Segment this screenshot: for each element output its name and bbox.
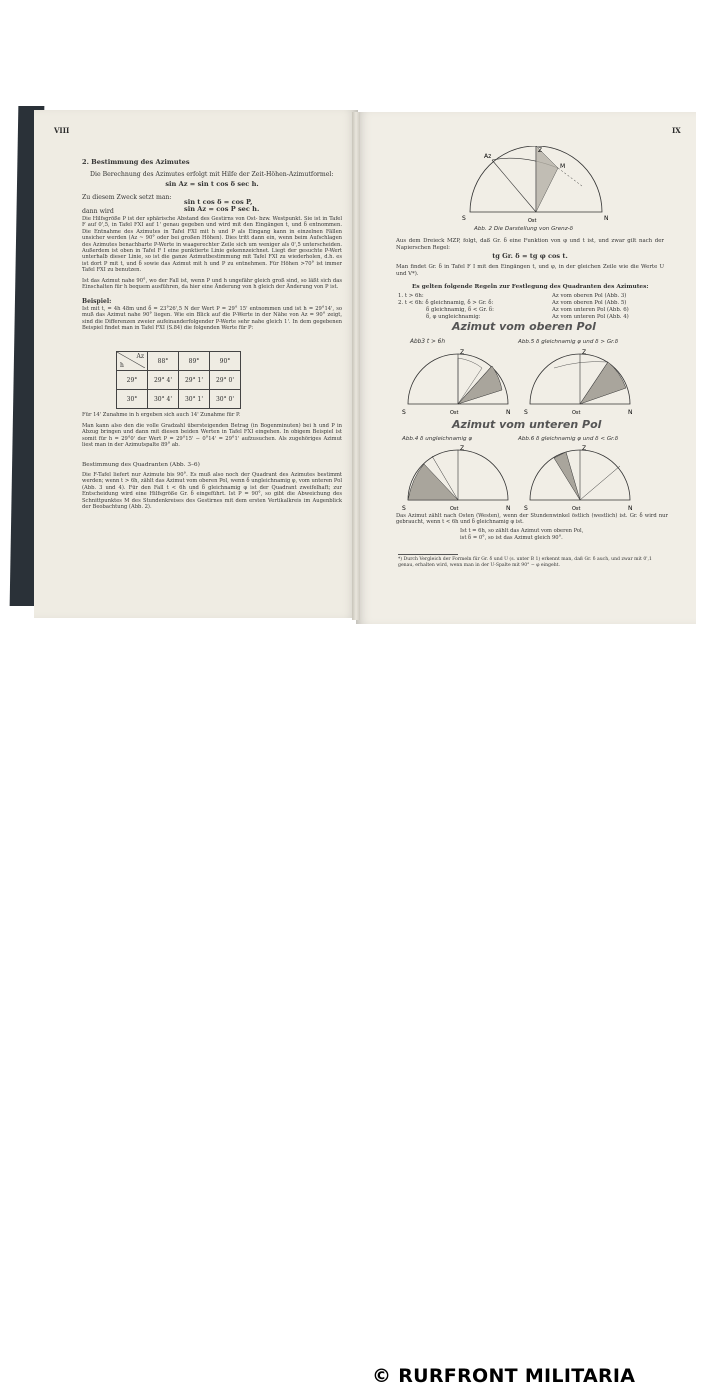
abb4-label-z: Z (460, 445, 465, 452)
table-cell: 29° 1' (179, 371, 210, 390)
formula-3: sin Az = cos P sec h. (184, 205, 260, 213)
table-corner-az: Az (136, 353, 144, 360)
paragraph-9: Die F-Tafel liefert nur Azimute bis 90°. Es muß also noch der Quadrant des Azimutes bestimmt werden; wenn t > 6h, zählt das Azimut vom oberen Pol, wenn δ ungleichnamig φ, vom unteren Pol (Abb. 3 und 4). Für den Fall t < 6h und δ gleichnamig φ ist der Quadrant zweifelhaft; zur Entscheidung wird eine Hilfsgröße Gr. δ eingeführt. Ist P = 90°, so gibt die Abweichung des Schnittpunktes M des Stundenkreises des Gestirnes mit dem ersten Vertikalkreis im Augenblick der Beobachtung (Abb. 2). (82, 472, 342, 511)
right-formula-1: tg Gr. δ = tg φ cos t. (492, 252, 568, 260)
rule-3-result: Az vom unteren Pol (Abb. 6) (552, 307, 629, 313)
table-header: 88° (148, 352, 179, 371)
rule-3-condition: δ gleichnamig, δ < Gr. δ: (426, 307, 494, 313)
watermark-bar (0, 678, 720, 1387)
abb2-caption: Abb. 2 Die Darstellung von Grenz-δ (474, 226, 574, 232)
right-paragraph-1: Aus dem Dreieck MZP, folgt, daß Gr. δ eine Funktion von φ und t ist, und zwar gilt nach der Napierschen Regel: (396, 238, 664, 251)
abb2-label-ost: Ost (528, 218, 537, 224)
figure-abb4 (402, 444, 512, 512)
abb2-label-n: N (604, 215, 609, 222)
figure-abb5 (524, 348, 634, 416)
abb3-label-z: Z (460, 349, 465, 356)
table-row (117, 390, 241, 409)
table-cell: 30° (117, 390, 148, 409)
page-number-right: IX (672, 126, 681, 135)
watermark-text: © RURFRONT MILITARIA (372, 1365, 636, 1387)
abb6-label-n: N (628, 505, 633, 512)
abb5-label-n: N (628, 409, 633, 416)
book-gutter (352, 112, 360, 620)
rule-4-condition: δ, φ ungleichnamig: (426, 314, 481, 320)
p-values-table (116, 351, 241, 409)
abb3-label-s: S (402, 409, 406, 416)
abb2-label-s: S (462, 215, 466, 222)
abb6-label-s: S (524, 505, 528, 512)
footnote: *) Durch Vergleich der Formeln für Gr. δ und U (s. unter B 1) erkennt man, daß Gr. δ auch, und zwar mit 0',1 genau, erhalten wird, wenn man in der U-Spalte mit 90° − φ eingeht. (398, 557, 652, 568)
abb6-label-z: Z (582, 445, 587, 452)
paragraph-5: Ist das Azimut nahe 90°, wo der Fall ist, wenn P und h ungefähr gleich groß sind, so läßt sich das Einschalten für h bequem ausführen, da hier eine Änderung von h gleich der Änderung von P ist. (82, 278, 342, 291)
paragraph-6: Ist mit t, = 4h 48m und δ = 23°26',5 N der Wert P = 29° 15' entnommen und ist h = 29°14', so muß das Azimut nahe 90° liegen. Wie ein Blick auf die P-Werte in der Nähe von Az = 90° zeigt, sind die Differenzen zweier aufeinanderfolgender P-Werte sehr nahe gleich 1'. In dem gegebenen Beispiel findet man in Tafel FXI (S.84) die folgenden Werte für P: (82, 306, 342, 332)
right-paragraph-5: ist δ = 0°, so ist das Azimut gleich 90°. (460, 535, 563, 541)
paragraph-3: dann wird (82, 208, 114, 215)
example-label: Beispiel: (82, 298, 112, 305)
rule-1-result: Az vom oberen Pol (Abb. 3) (552, 293, 627, 299)
abb4-label-s: S (402, 505, 406, 512)
abb3-caption: Abb3 t > 6h (410, 339, 446, 345)
footnote-rule (398, 554, 458, 555)
abb4-caption: Abb.4 δ ungleichnamig φ (402, 436, 473, 442)
table-cell: 29° 4' (148, 371, 179, 390)
heading-upper-pole: Azimut vom oberen Pol (452, 320, 596, 333)
abb4-label-n: N (506, 505, 511, 512)
abb2-label-az: Az (484, 153, 492, 160)
formula-1: sin Az = sin t cos δ sec h. (165, 180, 259, 188)
rule-4-result: Az vom unteren Pol (Abb. 4) (552, 314, 629, 320)
rules-title: Es gelten folgende Regeln zur Festlegung des Quadranten des Azimutes: (412, 284, 649, 290)
table-corner-h: h (120, 362, 124, 369)
abb4-label-ost: Ost (450, 506, 459, 512)
formula-2: sin t cos δ = cos P, (184, 198, 253, 206)
table-cell: 29° (117, 371, 148, 390)
table-cell: 30° 4' (148, 390, 179, 409)
figure-abb2 (462, 146, 612, 224)
abb5-caption: Abb.5 δ gleichnamig φ und δ > Gr.δ (518, 339, 619, 345)
table-cell: 30° 0' (210, 390, 241, 409)
rule-2-result: Az vom oberen Pol (Abb. 5) (552, 300, 627, 306)
quadrant-subheading: Bestimmung des Quadranten (Abb. 3–6) (82, 462, 200, 468)
abb5-label-s: S (524, 409, 528, 416)
table-row (117, 371, 241, 390)
rule-1-condition: 1. t > 6h: (398, 293, 424, 299)
abb6-caption: Abb.6 δ gleichnamig φ und δ < Gr.δ (518, 436, 619, 442)
table-header: 90° (210, 352, 241, 371)
right-paragraph-4: Ist t = 6h, so zählt das Azimut vom oberen Pol, (460, 528, 584, 534)
abb2-label-m: M (560, 163, 566, 170)
abb5-label-ost: Ost (572, 410, 581, 416)
abb5-label-z: Z (582, 349, 587, 356)
right-paragraph-2: Man findet Gr. δ in Tafel F I mit den Eingängen t, und φ, in der gleichen Zeile wie die Werte U und V*). (396, 264, 664, 277)
paragraph-2: Zu diesem Zweck setzt man: (82, 194, 172, 201)
rule-2-condition: 2. t < 6h: δ gleichnamig, δ > Gr. δ: (398, 300, 494, 306)
table-cell: 29° 0' (210, 371, 241, 390)
abb3-label-ost: Ost (450, 410, 459, 416)
paragraph-1: Die Berechnung des Azimutes erfolgt mit Hilfe der Zeit-Höhen-Azimutformel: (90, 171, 334, 178)
paragraph-7: Für 14' Zunahme in h ergeben sich auch 14' Zunahme für P. (82, 412, 241, 418)
heading-lower-pole: Azimut vom unteren Pol (452, 418, 602, 431)
table-cell: 30° 1' (179, 390, 210, 409)
page-number-left: VIII (54, 126, 70, 135)
table-corner (117, 352, 148, 371)
right-paragraph-3: Das Azimut zählt nach Osten (Westen), wenn der Stundenwinkel östlich (westlich) ist. Gr. δ wird nur gebraucht, wenn t < 6h und δ gleichnamig φ ist. (396, 513, 668, 526)
abb2-label-z: Z (538, 147, 543, 154)
paragraph-8: Man kann also den die volle Gradzahl übersteigenden Betrag (in Bogenminuten) bei h und P in Abzug bringen und dann mit diesen beiden Werten in Tafel FXI eingehen. In obigem Beispiel ist somit für h = 29°0' der Wert P = 29°15' − 0°14' = 29°1' aufzusuchen. Als zugehöriges Azimut liest man in der Azimutspalte 89° ab. (82, 423, 342, 449)
paragraph-4: Die Hilfsgröße P ist der sphärische Abstand des Gestirns von Ost- bzw. Westpunkt. Sie ist in Tafel F auf 0',5, in Tafel FXI auf 1' genau gegeben und wird mit den Eingängen t, und δ entnommen. Die Entnahme des Azimutes in Tafel FXI mit h und P als Eingang kann in einzelnen Fällen unsicher werden (Az ~ 90° oder bei großen Höhen). Dies tritt dann ein, wenn beim Aufschlagen des Azimutes benachbarte P-Werte in waagerechter Zeile sich um weniger als 0',5 unterscheiden. Außerdem ist oben in Tafel F I eine punktierte Linie gekennzeichnet. Liegt der gesuchte P-Wert unterhalb dieser Linie, so ist die ganze Azimutbestimmung mit Tafel FXI zu wiederholen, d.h. es ist dort P mit t, und δ sowie das Azimut mit h und P zu entnehmen. Für Höhen >70° ist immer Tafel FXI zu benutzen. (82, 216, 342, 274)
abb6-label-ost: Ost (572, 506, 581, 512)
section-title: 2. Bestimmung des Azimutes (82, 158, 190, 166)
table-header: 89° (179, 352, 210, 371)
abb3-label-n: N (506, 409, 511, 416)
figure-abb6 (524, 444, 634, 512)
figure-abb3 (402, 348, 512, 416)
